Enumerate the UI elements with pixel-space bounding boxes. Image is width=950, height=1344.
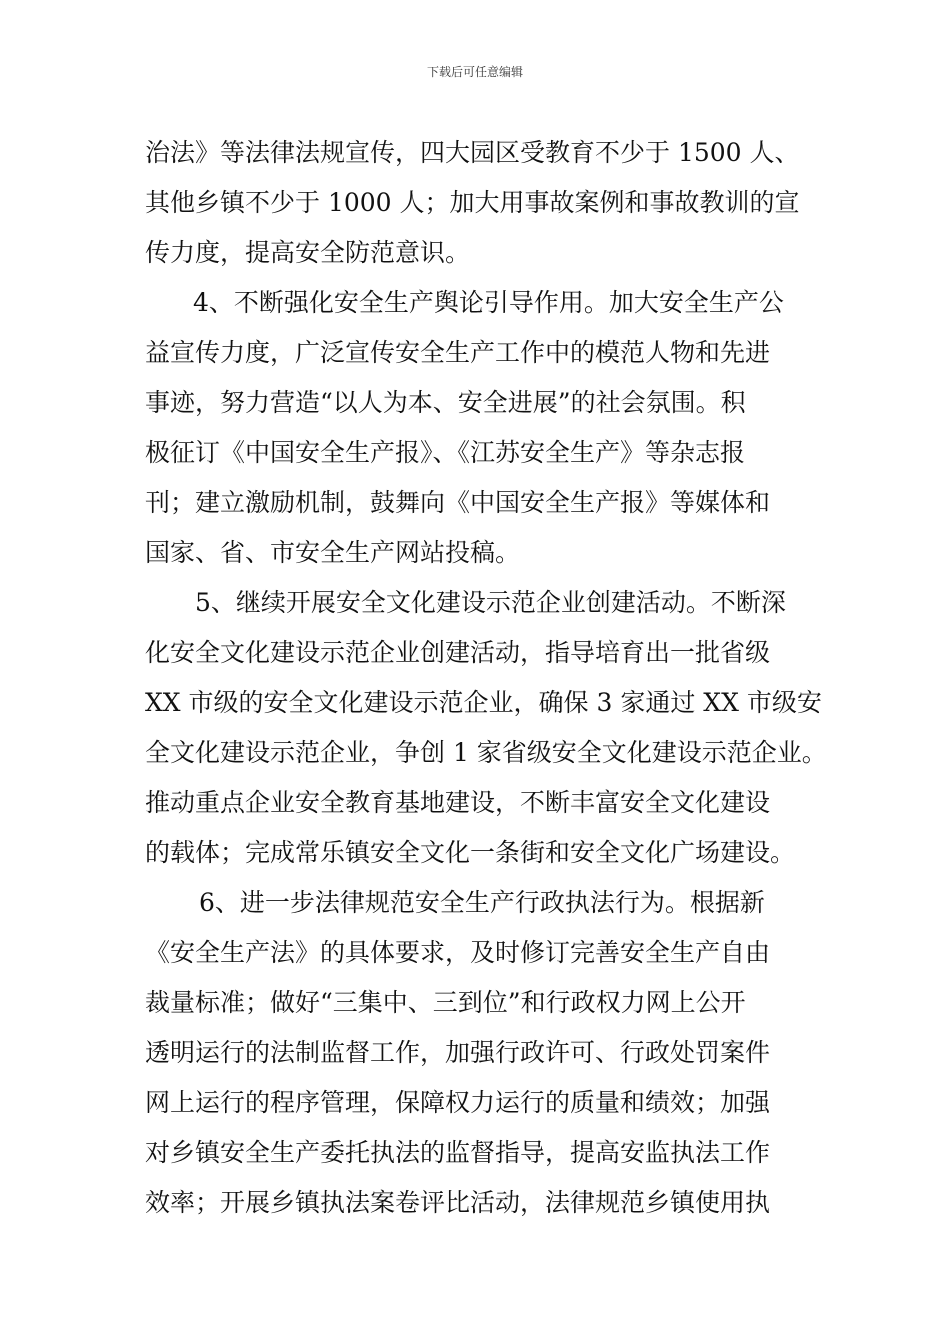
text-line: 《安全生产法》的具体要求，及时修订完善安全生产自由 (145, 938, 771, 967)
paragraph-4-heading-line: 4、不断强化安全生产舆论引导作用。加大安全生产公 (193, 288, 784, 317)
paragraph-6-heading-line: 6、进一步法律规范安全生产行政执法行为。根据新 (199, 888, 765, 917)
text-line: 治法》等法律法规宣传，四大园区受教育不少于 1500 人、 (145, 138, 800, 167)
text-line: 国家、省、市安全生产网站投稿。 (145, 538, 521, 567)
page-header: 下载后可任意编辑 (426, 65, 523, 79)
text-line: 透明运行的法制监督工作，加强行政许可、行政处罚案件 (145, 1038, 771, 1067)
paragraph-5-heading-line: 5、继续开展安全文化建设示范企业创建活动。不断深 (195, 588, 786, 617)
text-line: XX 市级的安全文化建设示范企业，确保 3 家通过 XX 市级安 (145, 688, 822, 717)
text-line: 化安全文化建设示范企业创建活动，指导培育出一批省级 (145, 638, 771, 667)
text-line: 对乡镇安全生产委托执法的监督指导，提高安监执法工作 (145, 1138, 771, 1167)
text-line: 事迹，努力营造“以人为本、安全进展”的社会氛围。积 (145, 388, 746, 417)
text-line: 效率；开展乡镇执法案卷评比活动，法律规范乡镇使用执 (145, 1188, 771, 1217)
text-line: 极征订《中国安全生产报》、《江苏安全生产》等杂志报 (145, 438, 746, 467)
text-line: 网上运行的程序管理，保障权力运行的质量和绩效；加强 (145, 1088, 771, 1117)
text-line: 裁量标准；做好“三集中、三到位”和行政权力网上公开 (145, 988, 746, 1017)
text-line: 传力度，提高安全防范意识。 (145, 238, 471, 267)
document-body (145, 128, 825, 1228)
text-line: 全文化建设示范企业，争创 1 家省级安全文化建设示范企业。 (145, 738, 827, 767)
text-line: 益宣传力度，广泛宣传安全生产工作中的模范人物和先进 (145, 338, 771, 367)
text-line: 刊；建立激励机制，鼓舞向《中国安全生产报》等媒体和 (145, 488, 771, 517)
text-line: 其他乡镇不少于 1000 人；加大用事故案例和事故教训的宣 (145, 188, 800, 217)
text-line: 的载体；完成常乐镇安全文化一条街和安全文化广场建设。 (145, 838, 796, 867)
text-line: 推动重点企业安全教育基地建设，不断丰富安全文化建设 (145, 788, 771, 817)
